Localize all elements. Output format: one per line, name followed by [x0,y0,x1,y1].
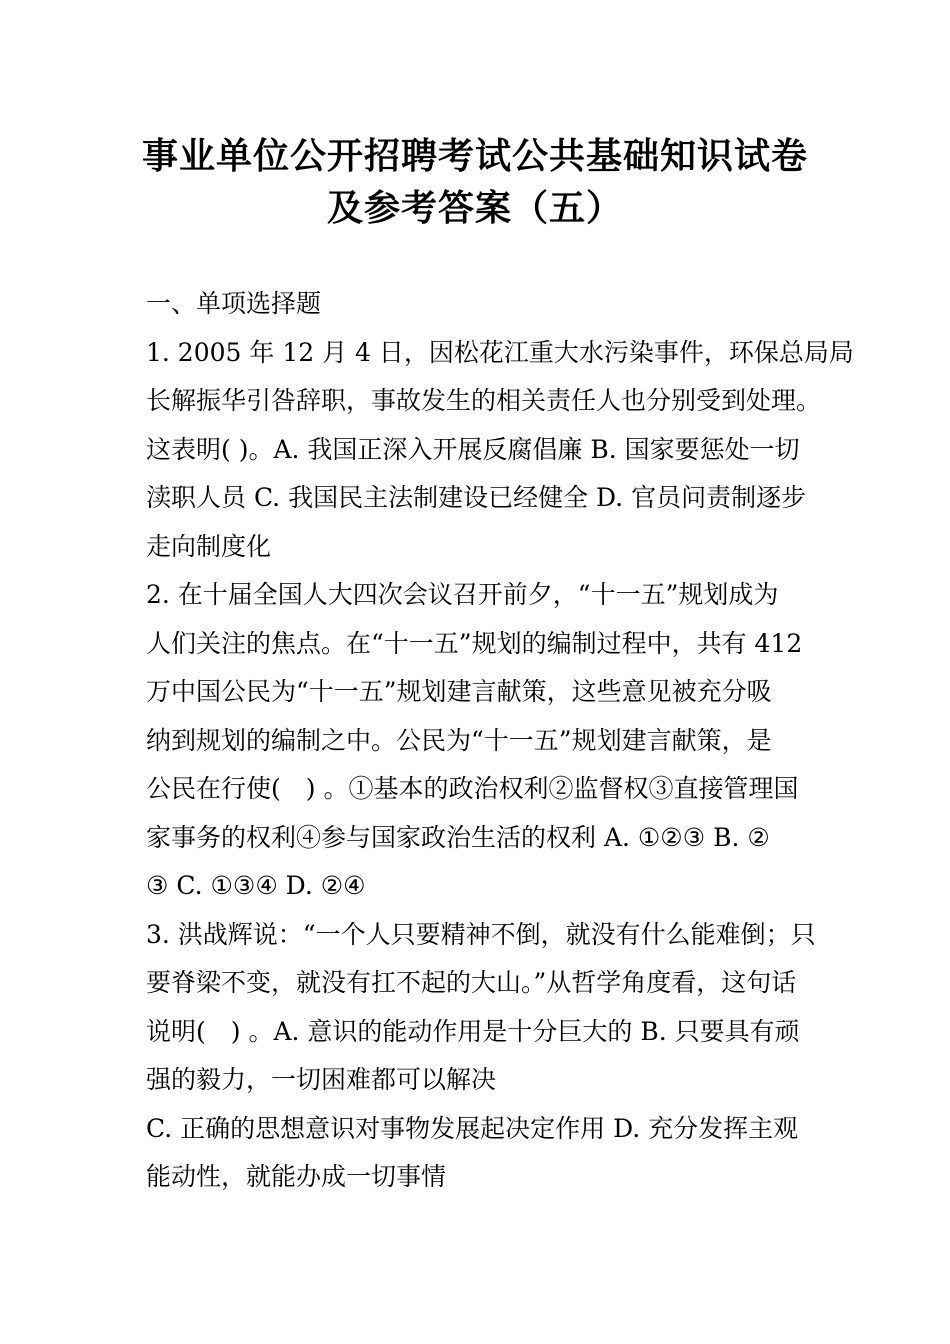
text-line: ③ C. ①③④ D. ②④ [146,871,366,900]
text-line: 强的毅力，一切困难都可以解决 [146,1065,497,1094]
text-line: 要脊梁不变，就没有扛不起的大山。”从哲学角度看，这句话 [146,968,797,997]
text-line: 万中国公民为“十一五”规划建言献策，这些意见被充分吸 [146,677,772,706]
text-line: 1. 2005 年 12 月 4 日，因松花江重大水污染事件，环保总局局 [146,337,854,367]
section-heading: 一、单项选择题 [146,289,322,318]
text-line: 能动性，就能办成一切事情 [146,1162,447,1191]
text-line: 3. 洪战辉说：“一个人只要精神不倒，就没有什么能难倒；只 [146,919,816,949]
text-line: 走向制度化 [146,531,272,561]
text-line: 长解振华引咎辞职，事故发生的相关责任人也分别受到处理。 [146,386,822,415]
text-line: 说明( ) 。A. 意识的能动作用是十分巨大的 B. 只要具有顽 [146,1016,800,1046]
document-body [146,280,854,1202]
document-title-line-1: 事业单位公开招聘考试公共基础知识试卷 [141,136,808,177]
document-title-line-2: 及参考答案（五） [326,188,623,229]
text-line: 人们关注的焦点。在“十一五”规划的编制过程中，共有 412 [146,628,803,658]
text-line: 这表明( )。A. 我国正深入开展反腐倡廉 B. 国家要惩处一切 [146,434,800,464]
text-line: 纳到规划的编制之中。公民为“十一五”规划建言献策，是 [146,725,772,755]
text-line: 家事务的权利④参与国家政治生活的权利 A. ①②③ B. ② [146,822,770,852]
text-line: C. 正确的思想意识对事物发展起决定作用 D. 充分发挥主观 [146,1113,799,1143]
text-line: 2. 在十届全国人大四次会议召开前夕，“十一五”规划成为 [146,580,779,609]
text-line: 公民在行使( ) 。①基本的政治权利②监督权③直接管理国 [146,774,799,803]
text-line: 渎职人员 C. 我国民主法制建设已经健全 D. 官员问责制逐步 [146,483,807,512]
